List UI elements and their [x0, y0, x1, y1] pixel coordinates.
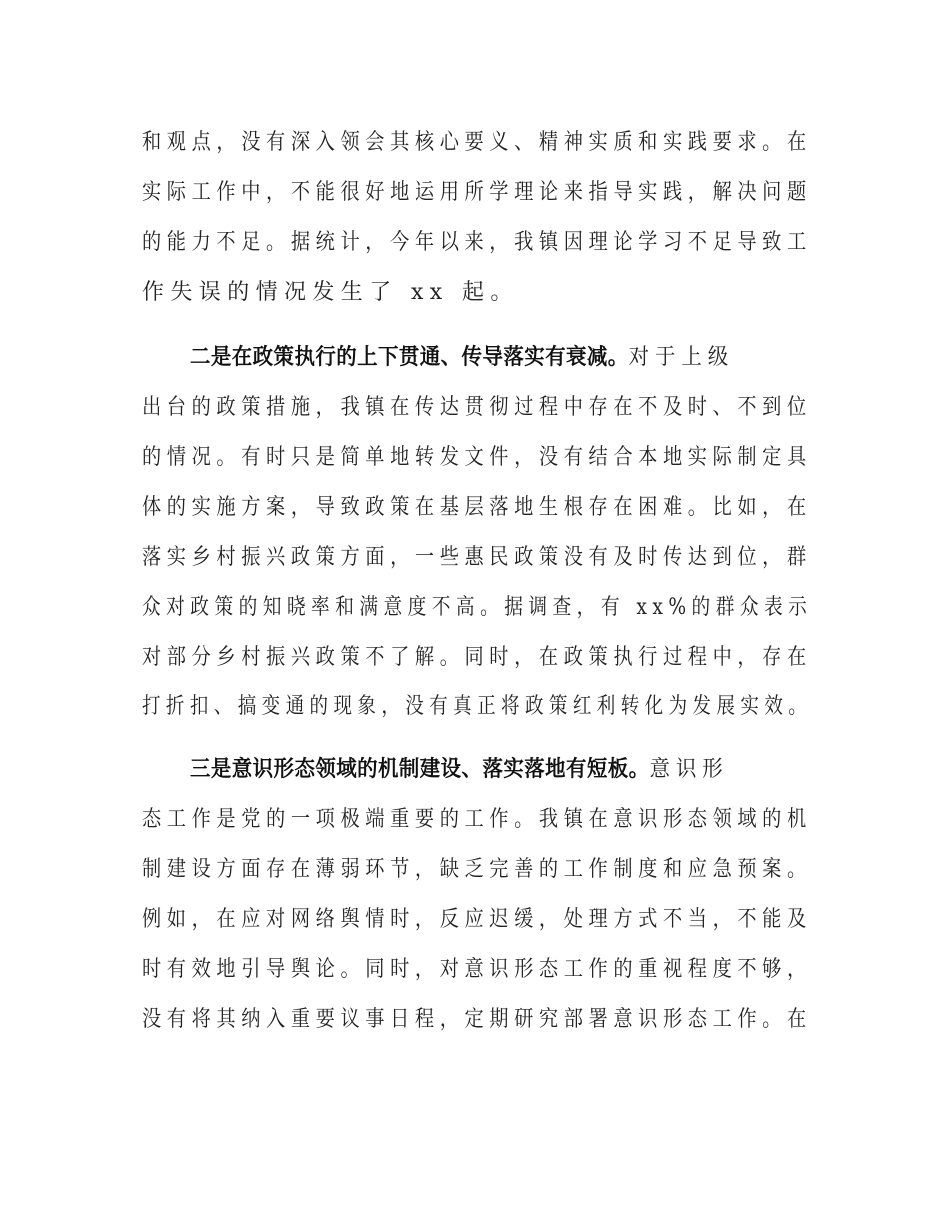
paragraph-3-heading-tail: 意识形 [649, 757, 729, 782]
paragraph-3-line-4: 时有效地引导舆论。同时，对意识形态工作的重视程度不够， [142, 957, 812, 982]
paragraph-3-line-3: 例如，在应对网络舆情时，反应迟缓，处理方式不当，不能及 [142, 907, 812, 932]
paragraph-1-line-1: 和观点，没有深入领会其核心要义、精神实质和实践要求。在 [142, 130, 812, 155]
paragraph-3-heading: 三是意识形态领域的机制建设、落实落地有短板。 [190, 757, 650, 782]
paragraph-2-heading-line [190, 341, 812, 375]
paragraph-2-line-4: 落实乡村振兴政策方面，一些惠民政策没有及时传达到位，群 [142, 545, 812, 570]
paragraph-2-line-1: 出台的政策措施，我镇在传达贯彻过程中存在不及时、不到位 [142, 395, 812, 420]
paragraph-3-heading-line [190, 753, 812, 787]
paragraph-1-line-2: 实际工作中，不能很好地运用所学理论来指导实践，解决问题 [142, 180, 812, 205]
paragraph-2-heading-tail: 对于上级 [628, 345, 735, 370]
paragraph-3-line-2: 制建设方面存在薄弱环节，缺乏完善的工作制度和应急预案。 [142, 857, 812, 882]
paragraph-2-line-3: 体的实施方案，导致政策在基层落地生根存在困难。比如，在 [142, 495, 812, 520]
paragraph-2-line-5: 众对政策的知晓率和满意度不高。据调查，有 xx%的群众表示 [142, 595, 813, 620]
paragraph-1-line-4: 作失误的情况发生了 xx 起。 [142, 280, 519, 305]
paragraph-2-line-6: 对部分乡村振兴政策不了解。同时，在政策执行过程中，存在 [142, 645, 812, 670]
paragraph-2-line-7: 打折扣、搞变通的现象，没有真正将政策红利转化为发展实效。 [142, 694, 813, 719]
paragraph-2-line-2: 的情况。有时只是简单地转发文件，没有结合本地实际制定具 [142, 445, 812, 470]
paragraph-3-line-5: 没有将其纳入重要议事日程，定期研究部署意识形态工作。在 [142, 1007, 812, 1032]
paragraph-1-line-3: 的能力不足。据统计，今年以来，我镇因理论学习不足导致工 [142, 230, 812, 255]
paragraph-3-line-1: 态工作是党的一项极端重要的工作。我镇在意识形态领域的机 [142, 807, 812, 832]
paragraph-2-heading: 二是在政策执行的上下贯通、传导落实有衰减。 [190, 345, 629, 370]
